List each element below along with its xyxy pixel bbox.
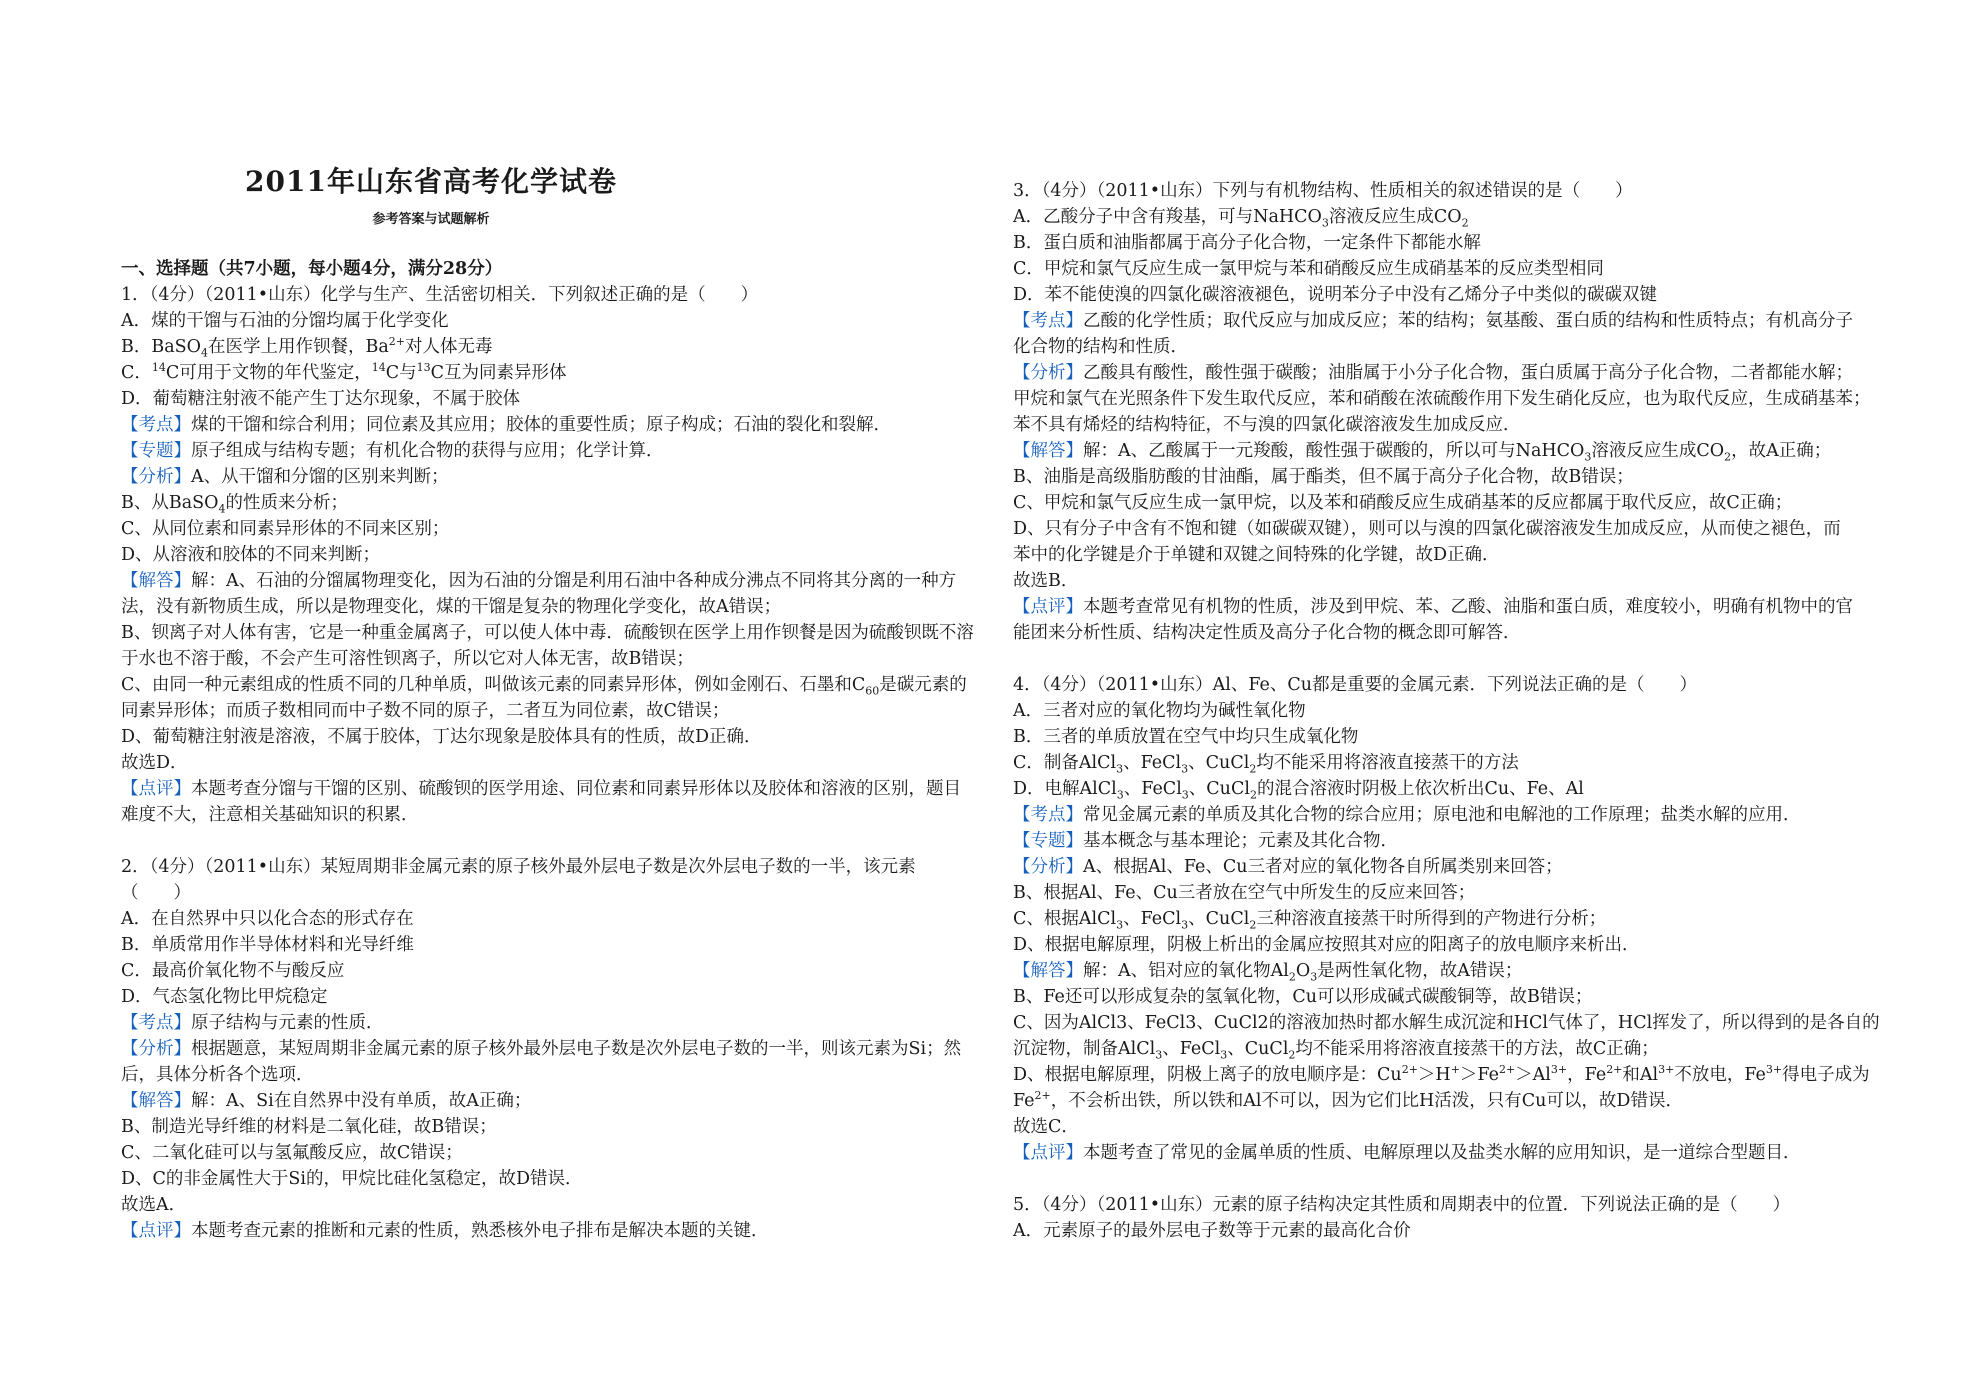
q4-jieda-3: C、因为AlCl3、FeCl3、CuCl2的溶液加热时都水解生成沉淀和HCl气体了，HCl挥发了，所以得到的是各自的 <box>1013 1013 1880 1033</box>
tag-zhuanti: 【专题】 <box>121 441 191 461</box>
tag-dianping: 【点评】 <box>121 1221 191 1241</box>
tag-dianping: 【点评】 <box>121 779 191 799</box>
page-subtitle: 参考答案与试题解析 <box>372 212 490 227</box>
q3-fenxi-3: 苯不具有烯烃的结构特征，不与溴的四氯化碳溶液发生加成反应． <box>1013 415 1521 435</box>
q5-option-a: A．元素原子的最外层电子数等于元素的最高化合价 <box>1013 1221 1411 1241</box>
q1-jieda-3: B、钡离子对人体有害，它是一种重金属离子，可以使人体中毒．硫酸钡在医学上用作钡餐是因为硫酸钡既不溶 <box>121 623 974 643</box>
q4-fenxi: 【分析】A、根据Al、Fe、Cu三者对应的氧化物各自所属类别来回答； <box>1013 857 1563 877</box>
tag-jieda: 【解答】 <box>121 571 191 591</box>
q1-fenxi-c: C、从同位素和同素异形体的不同来区别； <box>121 519 450 539</box>
q1-jieda-5: C、由同一种元素组成的性质不同的几种单质，叫做该元素的同素异形体，例如金刚石、石墨和$C_{60}$是碳元素的 <box>121 675 967 698</box>
q2-kaodian: 【考点】原子结构与元素的性质． <box>121 1013 384 1033</box>
tag-fenxi: 【分析】 <box>121 1039 191 1059</box>
q1-answer: 故选D． <box>121 753 188 773</box>
q4-jieda-6: $Fe^{2+}$，不会析出铁，所以铁和Al不可以，因为它们比H活泼，只有Cu可以，故D错误． <box>1013 1089 1683 1111</box>
q1-option-d: D．葡萄糖注射液不能产生丁达尔现象，不属于胶体 <box>121 389 521 409</box>
q4-dianping: 【点评】本题考查了常见的金属单质的性质、电解原理以及盐类水解的应用知识，是一道综合型题目． <box>1013 1143 1801 1163</box>
q3-option-c: C．甲烷和氯气反应生成一氯甲烷与苯和硝酸反应生成硝基苯的反应类型相同 <box>1013 259 1604 279</box>
q5-stem: 5．（4分）（2011•山东）元素的原子结构决定其性质和周期表中的位置．下列说法正确的是（ ） <box>1013 1195 1791 1215</box>
q3-kaodian: 【考点】乙酸的化学性质；取代反应与加成反应；苯的结构；氨基酸、蛋白质的结构和性质特点；有机高分子 <box>1013 311 1853 331</box>
q2-option-d: D．气态氢化物比甲烷稳定 <box>121 987 328 1007</box>
q2-jieda-2: B、制造光导纤维的材料是二氧化硅，故B错误； <box>121 1117 497 1137</box>
q1-fenxi: 【分析】A、从干馏和分馏的区别来判断； <box>121 467 449 487</box>
q2-dianping: 【点评】本题考查元素的推断和元素的性质，熟悉核外电子排布是解决本题的关键． <box>121 1221 769 1241</box>
q2-option-b: B．单质常用作半导体材料和光导纤维 <box>121 935 414 955</box>
q2-answer: 故选A． <box>121 1195 187 1215</box>
q2-fenxi-2: 后，具体分析各个选项． <box>121 1065 314 1085</box>
q4-option-a: A．三者对应的氧化物均为碱性氧化物 <box>1013 701 1306 721</box>
q3-kaodian-2: 化合物的结构和性质． <box>1013 337 1188 357</box>
q1-jieda-7: D、葡萄糖注射液是溶液，不属于胶体，丁达尔现象是胶体具有的性质，故D正确． <box>121 727 762 747</box>
q3-stem: 3．（4分）（2011•山东）下列与有机物结构、性质相关的叙述错误的是（ ） <box>1013 181 1633 201</box>
q1-stem: 1．（4分）（2011•山东）化学与生产、生活密切相关．下列叙述正确的是（ ） <box>121 285 759 305</box>
q1-fenxi-d: D、从溶液和胶体的不同来判断； <box>121 545 381 565</box>
tag-kaodian: 【考点】 <box>121 415 191 435</box>
q4-option-c: C．制备AlCl$_3$、FeCl$_3$、CuCl$_2$均不能采用将溶液直接蒸干的方法 <box>1013 753 1519 776</box>
tag-kaodian: 【考点】 <box>121 1013 191 1033</box>
q3-jieda-3: C、甲烷和氯气反应生成一氯甲烷，以及苯和硝酸反应生成硝基苯的反应都属于取代反应，故C正确； <box>1013 493 1793 513</box>
page-title: 2011年山东省高考化学试卷 <box>245 165 617 198</box>
q4-jieda-4: 沉淀物，制备AlCl$_3$、FeCl$_3$、CuCl$_2$均不能采用将溶液直接蒸干的方法，故C正确； <box>1013 1039 1659 1062</box>
q3-jieda-2: B、油脂是高级脂肪酸的甘油酯，属于酯类，但不属于高分子化合物，故B错误； <box>1013 467 1634 487</box>
q2-fenxi: 【分析】根据题意，某短周期非金属元素的原子核外最外层电子数是次外层电子数的一半，则该元素为Si；然 <box>121 1039 962 1059</box>
tag-fenxi: 【分析】 <box>1013 363 1083 383</box>
tag-dianping: 【点评】 <box>1013 1143 1083 1163</box>
q3-option-b: B．蛋白质和油脂都属于高分子化合物，一定条件下都能水解 <box>1013 233 1481 253</box>
section-heading: 一、选择题（共7小题，每小题4分，满分28分） <box>121 259 503 279</box>
q2-jieda: 【解答】解：A、Si在自然界中没有单质，故A正确； <box>121 1091 532 1111</box>
q4-jieda: 【解答】解：A、铝对应的氧化物$Al_2O_3$是两性氧化物，故A错误； <box>1013 961 1523 984</box>
q4-option-d: D．电解AlCl$_3$、FeCl$_3$、CuCl$_2$的混合溶液时阴极上依次析出Cu、Fe、Al <box>1013 779 1584 802</box>
q3-dianping: 【点评】本题考查常见有机物的性质，涉及到甲烷、苯、乙酸、油脂和蛋白质，难度较小，明确有机物中的官 <box>1013 597 1853 617</box>
q4-jieda-2: B、Fe还可以形成复杂的氢氧化物，Cu可以形成碱式碳酸铜等，故B错误； <box>1013 987 1593 1007</box>
q3-option-a: A．乙酸分子中含有羧基，可与NaHCO$_3$溶液反应生成$CO_2$ <box>1013 207 1469 230</box>
q1-zhuanti: 【专题】原子组成与结构专题；有机化合物的获得与应用；化学计算． <box>121 441 664 461</box>
q4-fenxi-c: C、根据AlCl$_3$、FeCl$_3$、CuCl$_2$三种溶液直接蒸干时所得到的产物进行分析； <box>1013 909 1607 932</box>
q1-kaodian: 【考点】煤的干馏和综合利用；同位素及其应用；胶体的重要性质；原子构成；石油的裂化和裂解． <box>121 415 891 435</box>
q4-fenxi-d: D、根据电解原理，阴极上析出的金属应按照其对应的阳离子的放电顺序来析出． <box>1013 935 1640 955</box>
q2-stem: 2．（4分）（2011•山东）某短周期非金属元素的原子核外最外层电子数是次外层电子数的一半，该元素 <box>121 857 916 877</box>
tag-fenxi: 【分析】 <box>1013 857 1083 877</box>
q3-option-d: D．苯不能使溴的四氯化碳溶液褪色，说明苯分子中没有乙烯分子中类似的碳碳双键 <box>1013 285 1658 305</box>
q2-stem-2: （ ） <box>121 883 191 903</box>
q3-jieda: 【解答】解：A、乙酸属于一元羧酸，酸性强于碳酸的，所以可与NaHCO$_3$溶液反应生成$CO_2$，故A正确； <box>1013 441 1832 464</box>
q4-fenxi-b: B、根据Al、Fe、Cu三者放在空气中所发生的反应来回答； <box>1013 883 1476 903</box>
q1-jieda-6: 同素异形体；而质子数相同而中子数不同的原子，二者互为同位素，故C错误； <box>121 701 730 721</box>
q4-stem: 4．（4分）（2011•山东）Al、Fe、Cu都是重要的金属元素．下列说法正确的是（ ） <box>1013 675 1698 695</box>
q1-option-a: A．煤的干馏与石油的分馏均属于化学变化 <box>121 311 449 331</box>
tag-jieda: 【解答】 <box>1013 961 1083 981</box>
q1-jieda: 【解答】解：A、石油的分馏属物理变化，因为石油的分馏是利用石油中各种成分沸点不同将其分离的一种方 <box>121 571 957 591</box>
tag-jieda: 【解答】 <box>1013 441 1083 461</box>
q3-fenxi-2: 甲烷和氯气在光照条件下发生取代反应，苯和硝酸在浓硫酸作用下发生硝化反应，也为取代反应，生成硝基苯； <box>1013 389 1871 409</box>
tag-zhuanti: 【专题】 <box>1013 831 1083 851</box>
q3-jieda-4: D、只有分子中含有不饱和键（如碳碳双键），则可以与溴的四氯化碳溶液发生加成反应，从而使之褪色，而 <box>1013 519 1841 539</box>
q1-jieda-2: 法，没有新物质生成，所以是物理变化，煤的干馏是复杂的物理化学变化，故A错误； <box>121 597 782 617</box>
tag-kaodian: 【考点】 <box>1013 311 1083 331</box>
q1-jieda-4: 于水也不溶于酸，不会产生可溶性钡离子，所以它对人体无害，故B错误； <box>121 649 694 669</box>
q4-kaodian: 【考点】常见金属元素的单质及其化合物的综合应用；原电池和电解池的工作原理；盐类水解的应用． <box>1013 805 1801 825</box>
q3-dianping-2: 能团来分析性质、结构决定性质及高分子化合物的概念即可解答． <box>1013 623 1521 643</box>
q3-fenxi: 【分析】乙酸具有酸性，酸性强于碳酸；油脂属于小分子化合物，蛋白质属于高分子化合物，二者都能水解； <box>1013 363 1853 383</box>
q3-jieda-5: 苯中的化学键是介于单键和双键之间特殊的化学键，故D正确． <box>1013 545 1500 565</box>
q4-jieda-5: D、根据电解原理，阴极上离子的放电顺序是：$Cu^{2+}>H^+>Fe^{2+}>Al^{3+}$，$Fe^{2+}$和$Al^{3+}$不放电，$Fe^{3+}$得电子成为 <box>1013 1063 1870 1085</box>
q2-jieda-3: C、二氧化硅可以与氢氟酸反应，故C错误； <box>121 1143 463 1163</box>
q2-option-c: C．最高价氧化物不与酸反应 <box>121 961 345 981</box>
q4-answer: 故选C． <box>1013 1117 1079 1137</box>
tag-kaodian: 【考点】 <box>1013 805 1083 825</box>
q2-jieda-4: D、C的非金属性大于Si的，甲烷比硅化氢稳定，故D错误． <box>121 1169 583 1189</box>
tag-jieda: 【解答】 <box>121 1091 191 1111</box>
q1-option-b: B．BaSO$_4$在医学上用作钡餐，$Ba^{2+}$对人体无毒 <box>121 335 493 360</box>
q4-zhuanti: 【专题】基本概念与基本理论；元素及其化合物． <box>1013 831 1398 851</box>
q1-dianping: 【点评】本题考查分馏与干馏的区别、硫酸钡的医学用途、同位素和同素异形体以及胶体和溶液的区别，题目 <box>121 779 961 799</box>
q1-dianping-2: 难度不大，注意相关基础知识的积累． <box>121 805 419 825</box>
q2-option-a: A．在自然界中只以化合态的形式存在 <box>121 909 414 929</box>
tag-dianping: 【点评】 <box>1013 597 1083 617</box>
q4-option-b: B．三者的单质放置在空气中均只生成氧化物 <box>1013 727 1359 747</box>
q3-answer: 故选B． <box>1013 571 1079 591</box>
tag-fenxi: 【分析】 <box>121 467 191 487</box>
q1-fenxi-b: B、从BaSO$_4$的性质来分析； <box>121 493 348 516</box>
q1-option-c: C．$^{14}$C可用于文物的年代鉴定，$^{14}$C与$^{13}$C互为同素异形体 <box>121 361 567 383</box>
